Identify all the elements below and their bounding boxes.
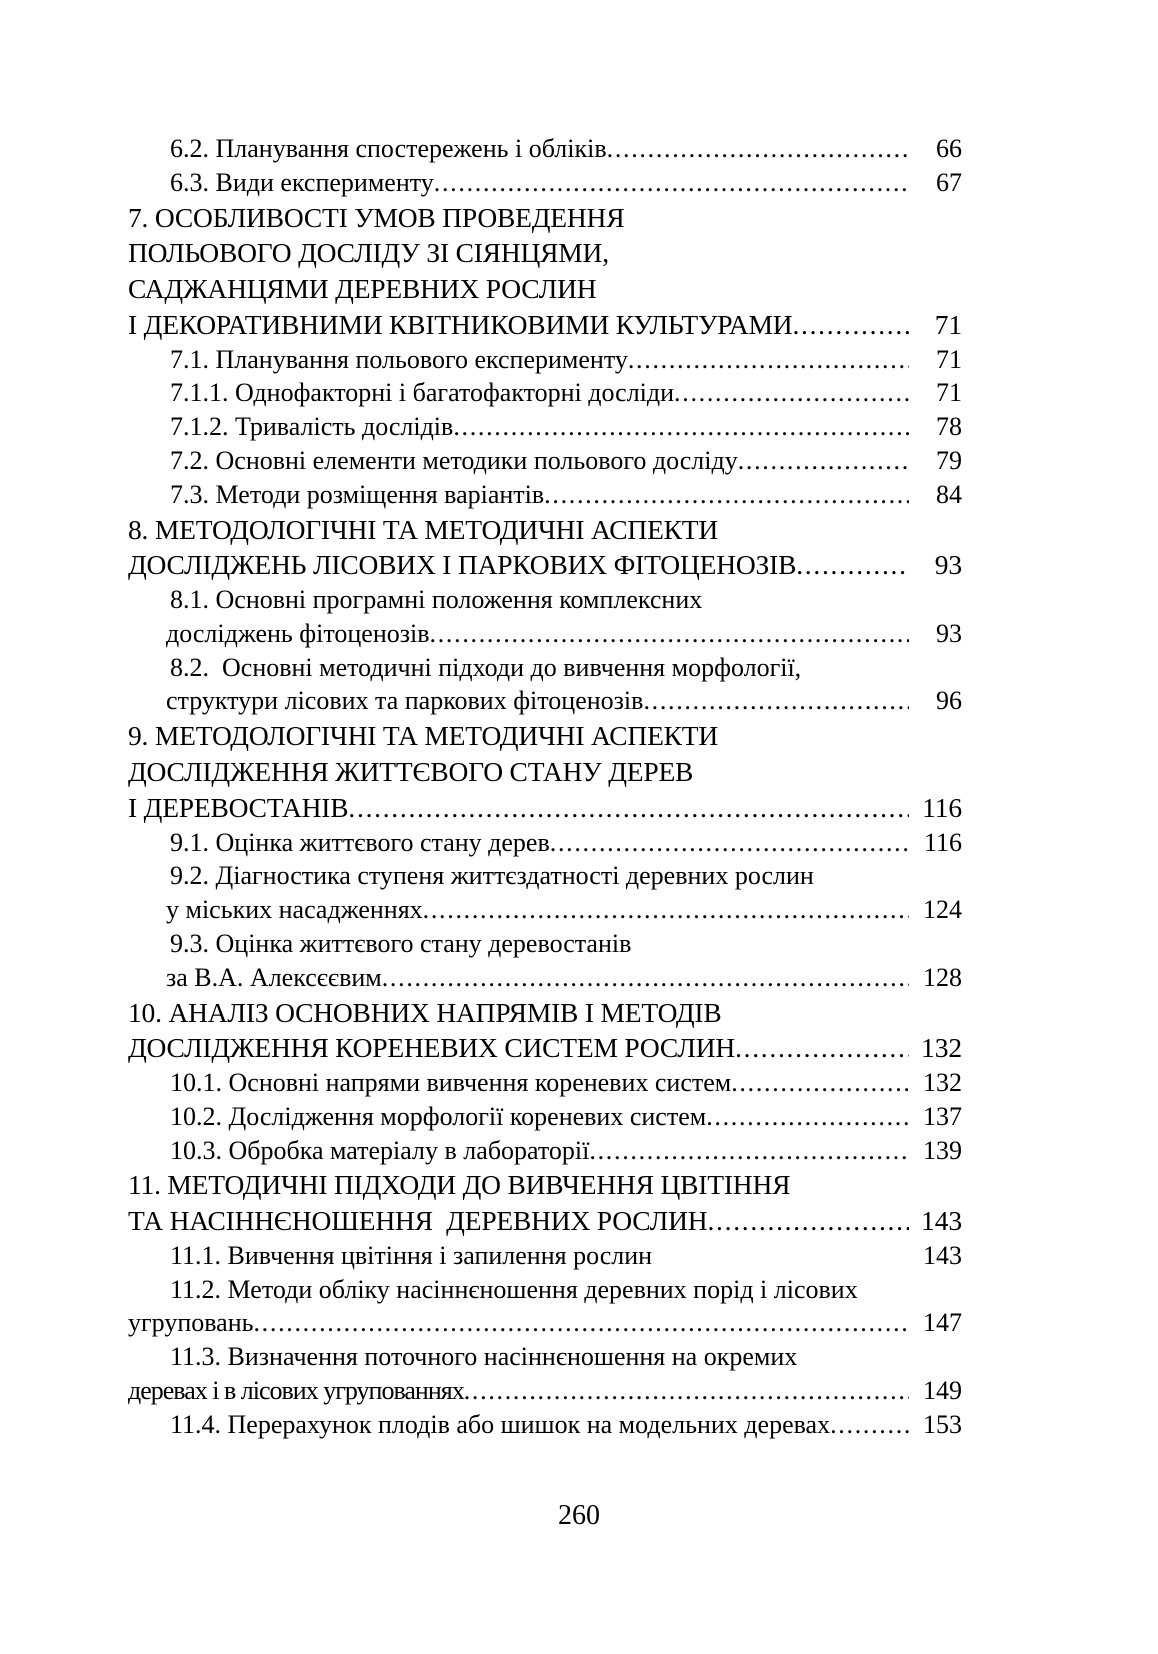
toc-entry-page-number: 139 (923, 1135, 962, 1165)
toc-entry-page-number: 128 (923, 962, 962, 992)
toc-entry-page-number: 143 (923, 1240, 962, 1270)
table-of-contents (128, 132, 962, 1442)
toc-entry-label: 9.3. Оцінка життєвого стану деревостанів (170, 928, 632, 958)
toc-entry-label: 7.1.2. Тривалість дослідів (170, 412, 454, 442)
toc-chapter-entry[interactable] (128, 307, 962, 343)
toc-entry-page-number: 96 (936, 686, 962, 716)
toc-entry-label: ДОСЛІДЖЕНЬ ЛІСОВИХ І ПАРКОВИХ ФІТОЦЕНОЗІВ (128, 549, 797, 581)
toc-entry-page-number: 147 (923, 1308, 962, 1338)
toc-entry-label: 6.2. Планування спостережень і обліків (170, 134, 607, 163)
toc-entry-page-number: 149 (923, 1376, 962, 1406)
toc-sub-entry[interactable] (170, 478, 962, 512)
toc-entry-label: 11.3. Визначення поточного насіннєношення на окремих (170, 1342, 798, 1372)
toc-entry-page-number: 132 (923, 1068, 962, 1097)
toc-entry-page-number: 93 (934, 549, 962, 581)
toc-dot-leader (738, 444, 909, 478)
toc-entry-page-number: 132 (921, 1032, 962, 1064)
toc-entry-label: у міських насадженнях (166, 895, 423, 925)
toc-sub-entry[interactable] (170, 410, 962, 444)
toc-entry-page-number: 67 (936, 167, 962, 197)
toc-entry-label: 9. МЕТОДОЛОГІЧНІ ТА МЕТОДИЧНІ АСПЕКТИ (128, 720, 719, 752)
toc-entry-page-number: 116 (922, 791, 962, 823)
toc-entry-label: 7.1.1. Однофакторні і багатофакторні досліди (170, 378, 675, 408)
toc-entry-label: деревах і в лісових угрупованнях (128, 1376, 464, 1406)
toc-chapter-entry[interactable] (128, 547, 962, 583)
toc-entry-label: ДОСЛІДЖЕННЯ ЖИТТЄВОГО СТАНУ ДЕРЕВ (128, 756, 694, 788)
toc-dot-leader (674, 376, 909, 410)
toc-entry-label: 9.2. Діагностика ступеня життєздатності деревних рослин (170, 861, 814, 891)
toc-entry-label: САДЖАНЦЯМИ ДЕРЕВНИХ РОСЛИН (128, 273, 597, 305)
toc-chapter-entry[interactable] (128, 1167, 962, 1203)
toc-entry-page-number: 71 (936, 378, 962, 408)
toc-entry-label: ДОСЛІДЖЕННЯ КОРЕНЕВИХ СИСТЕМ РОСЛИН (128, 1032, 736, 1064)
toc-sub-entry[interactable] (170, 651, 962, 685)
toc-sub-entry[interactable] (170, 583, 962, 617)
toc-dot-leader (589, 1134, 909, 1168)
toc-entry-page-number: 93 (936, 618, 962, 648)
toc-dot-leader (628, 343, 909, 377)
toc-entry-label: І ДЕРЕВОСТАНІВ (128, 791, 349, 823)
toc-entry-label: І ДЕКОРАТИВНИМИ КВІТНИКОВИМИ КУЛЬТУРАМИ (128, 308, 793, 340)
toc-sub-entry[interactable] (170, 132, 962, 166)
toc-dot-leader (607, 132, 909, 166)
toc-entry-page-number: 71 (936, 344, 962, 374)
toc-dot-leader (253, 1306, 909, 1340)
toc-sub-entry[interactable] (170, 343, 962, 377)
toc-chapter-entry[interactable] (128, 790, 962, 826)
toc-dot-leader (735, 1030, 909, 1066)
toc-sub-entry[interactable] (170, 1066, 962, 1100)
toc-dot-leader (348, 790, 909, 826)
toc-entry-label: ПОЛЬОВОГО ДОСЛІДУ ЗІ СІЯНЦЯМИ, (128, 237, 609, 269)
toc-chapter-entry[interactable] (128, 995, 962, 1031)
toc-dot-leader (550, 826, 909, 860)
toc-dot-leader (382, 961, 909, 995)
toc-chapter-entry[interactable] (128, 512, 962, 548)
toc-sub-entry[interactable] (128, 1306, 962, 1340)
toc-entry-label: угруповань (128, 1308, 254, 1338)
toc-chapter-entry[interactable] (128, 235, 962, 271)
toc-dot-leader (453, 410, 909, 444)
toc-dot-leader (423, 893, 909, 927)
toc-entry-label: структури лісових та паркових фітоценозів (166, 686, 644, 716)
toc-entry-label: ТА НАСІННЄНОШЕННЯ ДЕРЕВНИХ РОСЛИН (128, 1205, 708, 1237)
toc-dot-leader (434, 166, 909, 200)
toc-sub-entry[interactable] (170, 444, 962, 478)
toc-entry-label: 11.4. Перерахунок плодів або шишок на модельних деревах (170, 1409, 831, 1439)
toc-dot-leader (707, 1203, 909, 1239)
toc-entry-label: 7.3. Методи розміщення варіантів (170, 479, 545, 509)
toc-entry-label: 8.2. Основні методичні підходи до вивчення морфології, (170, 652, 802, 682)
toc-entry-page-number: 71 (934, 308, 962, 340)
toc-chapter-entry[interactable] (128, 271, 962, 307)
toc-dot-leader (792, 307, 909, 343)
toc-entry-label: 7. ОСОБЛИВОСТІ УМОВ ПРОВЕДЕННЯ (128, 201, 625, 233)
toc-sub-entry[interactable] (166, 684, 962, 718)
toc-sub-entry[interactable] (166, 893, 962, 927)
toc-entry-page-number: 66 (936, 134, 962, 163)
toc-dot-leader (464, 1374, 909, 1408)
toc-sub-entry[interactable] (166, 617, 962, 651)
toc-entry-label: 11.1. Вивчення цвітіння і запилення рослин (170, 1240, 653, 1270)
toc-entry-label: 7.2. Основні елементи методики польового досліду (170, 445, 738, 475)
toc-entry-label: 10.2. Дослідження морфології кореневих систем (170, 1101, 707, 1131)
toc-dot-leader (544, 478, 909, 512)
toc-sub-entry[interactable] (170, 376, 962, 410)
toc-entry-label: за В.А. Алексєєвим (166, 962, 382, 992)
toc-entry-page-number: 124 (923, 895, 962, 925)
toc-dot-leader (643, 684, 909, 718)
toc-dot-leader (796, 547, 909, 583)
toc-sub-entry[interactable] (128, 1374, 962, 1408)
toc-entry-page-number: 143 (921, 1205, 962, 1237)
toc-entry-label: 10.1. Основні напрями вивчення кореневих систем (170, 1068, 732, 1097)
toc-entry-page-number: 153 (923, 1409, 962, 1439)
toc-sub-entry[interactable] (170, 1134, 962, 1168)
toc-entry-label: 11. МЕТОДИЧНІ ПІДХОДИ ДО ВИВЧЕННЯ ЦВІТІННЯ (128, 1169, 791, 1201)
toc-chapter-entry[interactable] (128, 718, 962, 754)
toc-entry-page-number: 137 (923, 1101, 962, 1131)
toc-sub-entry[interactable] (170, 826, 962, 860)
toc-entry-label: 8.1. Основні програмні положення комплексних (170, 585, 703, 615)
toc-dot-leader (706, 1100, 909, 1134)
toc-sub-entry[interactable] (170, 1408, 962, 1442)
toc-entry-label: 9.1. Оцінка життєвого стану дерев (170, 827, 550, 857)
toc-sub-entry[interactable] (170, 1239, 962, 1273)
toc-entry-label: 7.1. Планування польового експерименту (170, 344, 628, 374)
toc-entry-page-number: 79 (936, 445, 962, 475)
toc-sub-entry[interactable] (166, 961, 962, 995)
toc-entry-label: 8. МЕТОДОЛОГІЧНІ ТА МЕТОДИЧНІ АСПЕКТИ (128, 513, 719, 545)
toc-chapter-entry[interactable] (128, 200, 962, 236)
toc-entry-label: 10. АНАЛІЗ ОСНОВНИХ НАПРЯМІВ І МЕТОДІВ (128, 996, 722, 1028)
toc-entry-label: 10.3. Обробка матеріалу в лабораторії (170, 1135, 590, 1165)
toc-dot-leader (430, 617, 909, 651)
toc-entry-page-number: 84 (936, 479, 962, 509)
toc-entry-page-number: 78 (936, 412, 962, 442)
toc-sub-entry[interactable] (170, 1100, 962, 1134)
toc-entry-label: досліджень фітоценозів (166, 618, 430, 648)
footer-page-number: 260 (558, 1500, 600, 1531)
toc-dot-leader (830, 1408, 909, 1442)
toc-sub-entry[interactable] (170, 927, 962, 961)
toc-entry-page-number: 116 (923, 827, 962, 857)
toc-entry-label: 11.2. Методи обліку насіннєношення деревних порід і лісових (170, 1274, 858, 1304)
toc-dot-leader (731, 1066, 909, 1100)
toc-chapter-entry[interactable] (128, 1030, 962, 1066)
toc-chapter-entry[interactable] (128, 754, 962, 790)
toc-sub-entry[interactable] (170, 859, 962, 893)
toc-entry-label: 6.3. Види експерименту (170, 167, 434, 197)
toc-chapter-entry[interactable] (128, 1203, 962, 1239)
toc-sub-entry[interactable] (170, 1273, 962, 1307)
toc-sub-entry[interactable] (170, 1340, 962, 1374)
toc-sub-entry[interactable] (170, 166, 962, 200)
